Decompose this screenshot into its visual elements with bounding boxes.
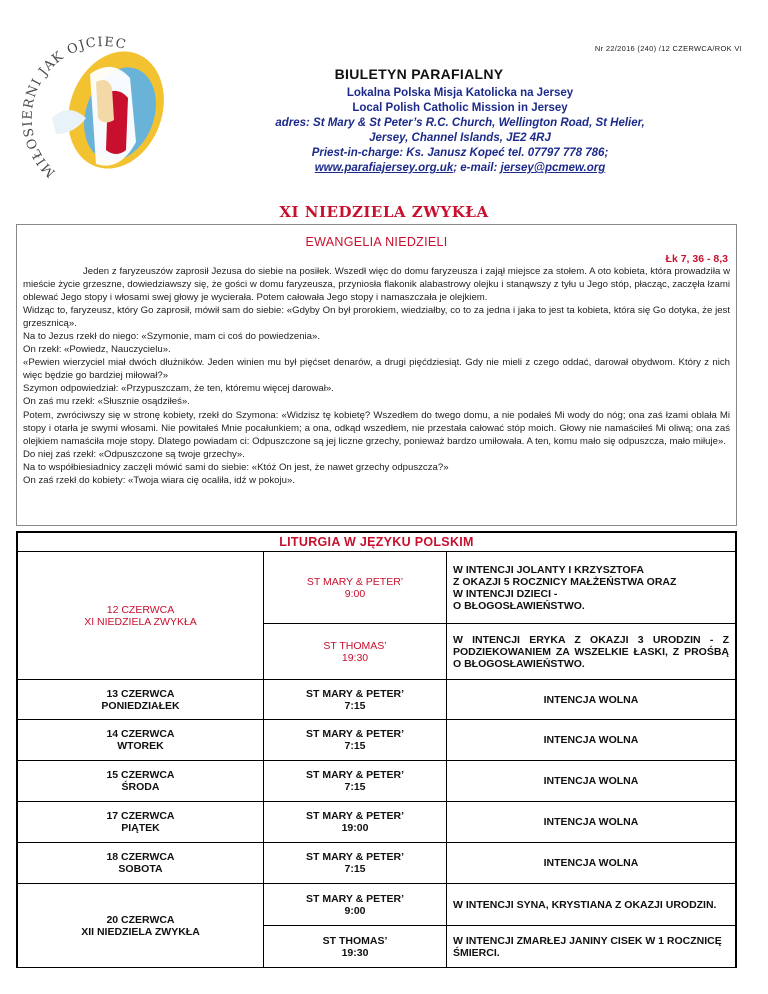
time-label: 7:15 [344, 781, 366, 793]
intention-cell: INTENCJA WOLNA [447, 843, 737, 884]
day-cell [17, 552, 264, 680]
church-label: ST MARY & PETER’ [305, 728, 404, 740]
place-cell [264, 761, 447, 802]
gospel-paragraph: Do niej zaś rzekł: «Odpuszczone są twoje grzechy». [23, 448, 245, 460]
bulletin-title: BIULETYN PARAFIALNY [334, 66, 504, 82]
church-label: ST THOMAS’ [323, 639, 387, 652]
gospel-paragraph: On zaś mu rzekł: «Słusznie osądziłeś». [23, 396, 190, 408]
website-link[interactable]: www.parafiajersey.org.uk [314, 162, 454, 174]
intention-cell: W INTENCJI ERYKA Z OKAZJI 3 URODZIN - Z PODZIEKOWANIEM ZA WSZELKIE ŁASKI, Z PROŚBĄ O BŁOGOSŁAWIEŃSTWO. [447, 624, 737, 680]
mission-pl: Lokalna Polska Misja Katolicka na Jersey [346, 87, 574, 99]
weekday-label: PIĄTEK [121, 822, 160, 834]
place-cell [264, 802, 447, 843]
contact-line [190, 161, 730, 176]
day-cell [17, 884, 264, 968]
place-cell [264, 624, 447, 680]
date-label: 17 CZERWCA [106, 810, 175, 822]
place-cell [264, 552, 447, 624]
time-label: 7:15 [344, 740, 366, 752]
weekday-label: WTOREK [117, 740, 164, 752]
date-label: 13 CZERWCA [106, 687, 175, 700]
liturgy-title: LITURGIA W JĘZYKU POLSKIM [16, 531, 737, 551]
gospel-paragraph: Szymon odpowiedział: «Przypuszczam, że ten, któremu więcej darował». [23, 383, 334, 395]
table-row [17, 802, 736, 843]
mercy-jubilee-logo [16, 22, 186, 192]
gospel-box [16, 224, 737, 526]
weekday-label: ŚRODA [121, 781, 160, 793]
church-label: ST MARY & PETER’ [306, 575, 404, 588]
day-cell [17, 843, 264, 884]
gospel-paragraph: Potem, zwróciwszy się w stronę kobiety, rzekł do Szymona: «Widzisz tę kobietę? Wszedłem do twego domu, a nie podałeś Mi wody do nóg; ona zaś łzami oblała Mi stopy i otarła je swymi włosami. Nie powitałeś Mnie pocałunkiem; a ona, odkąd wszedłem, nie przestała całować stóp moich. Głowy nie namaściłeś Mi oliwą; ona zaś olejkiem namaściła moje stopy. Dlatego powiadam ci: Odpuszczone są jej liczne grzechy, ponieważ bardzo umiłowała. A ten, komu mało się odpuszcza, mało miłuje». [23, 409, 730, 447]
sunday-label: XII NIEDZIELA ZWYKŁA [81, 925, 200, 938]
table-row [17, 552, 736, 624]
time-label: 7:15 [344, 699, 366, 712]
day-cell [17, 802, 264, 843]
intention-cell: INTENCJA WOLNA [447, 680, 737, 720]
intention-cell: INTENCJA WOLNA [447, 802, 737, 843]
address-line-2: Jersey, Channel Islands, JE2 4RJ [369, 132, 551, 144]
table-row [17, 843, 736, 884]
header-info [190, 86, 730, 176]
gospel-paragraph: Jeden z faryzeuszów zaprosił Jezusa do siebie na posiłek. Wszedł więc do domu faryzeusza i zajął miejsce za stołem. A oto kobieta, która prowadziła w mieście życie grzeszne, dowiedziawszy się, że gości w domu faryzeusza, przyniosła flakonik alabastrowy olejku i stanąwszy z tyłu u Jego stóp, płacząc, zaczęła łzami oblewać Jego stopy i włosami swej głowy je wycierała. Potem całowała Jego stopy i namaszczała je olejkiem. [23, 266, 730, 304]
table-row [17, 884, 736, 926]
intention-cell [447, 552, 737, 624]
gospel-paragraph: Na to współbiesiadnicy zaczęli mówić sami do siebie: «Któż On jest, że nawet grzechy odpuszcza?» [23, 461, 449, 473]
intention-line: O BŁOGOSŁAWIEŃSTWO. [453, 599, 585, 612]
svg-text:MIŁOSIERNI JAK OJCIEC: MIŁOSIERNI JAK OJCIEC [20, 34, 129, 180]
gospel-paragraph: On rzekł: «Powiedz, Nauczycielu». [23, 344, 171, 356]
intention-cell: INTENCJA WOLNA [447, 720, 737, 761]
day-cell [17, 761, 264, 802]
place-cell [264, 680, 447, 720]
email-link[interactable]: jersey@pcmew.org [500, 162, 606, 174]
time-label: 19:30 [341, 651, 369, 664]
weekday-label: PONIEDZIAŁEK [101, 699, 180, 712]
priest-line: Priest-in-charge: Ks. Janusz Kopeć tel. 07797 778 786; [311, 147, 609, 159]
issue-number: Nr 22/2016 (240) /12 CZERWCA/ROK VI [594, 44, 742, 53]
intention-cell: W INTENCJI SYNA, KRYSTIANA Z OKAZJI URODZIN. [447, 884, 737, 926]
date-label: 14 CZERWCA [106, 728, 175, 740]
sunday-label: XI NIEDZIELA ZWYKŁA [84, 615, 197, 628]
time-label: 9:00 [344, 587, 366, 600]
intention-cell: INTENCJA WOLNA [447, 761, 737, 802]
time-label: 19:00 [341, 822, 369, 834]
time-label: 9:00 [344, 904, 366, 917]
place-cell [264, 720, 447, 761]
time-label: 7:15 [344, 863, 366, 875]
church-label: ST MARY & PETER’ [305, 810, 404, 822]
intention-cell: W INTENCJI ZMARŁEJ JANINY CISEK W 1 ROCZNICĘ ŚMIERCI. [447, 926, 737, 968]
church-label: ST MARY & PETER’ [305, 892, 404, 905]
intention-line: Z OKAZJI 5 ROCZNICY MAŁŻEŃSTWA ORAZ [453, 575, 677, 588]
intention-line: W INTENCJI JOLANTY I KRZYSZTOFA [453, 563, 644, 576]
gospel-paragraph: Widząc to, faryzeusz, który Go zaprosił, mówił sam do siebie: «Gdyby On był prorokiem, wiedziałby, co to za jedna i jaka to jest ta kobieta, która się Go dotyka, że jest grzesznicą». [23, 305, 730, 330]
intention-line: W INTENCJI DZIECI - [453, 587, 558, 600]
church-label: ST THOMAS’ [322, 934, 388, 947]
church-label: ST MARY & PETER’ [305, 851, 404, 863]
mission-en: Local Polish Catholic Mission in Jersey [352, 102, 568, 114]
date-label: 20 CZERWCA [106, 913, 175, 926]
email-label: ; e-mail: [453, 162, 501, 174]
church-label: ST MARY & PETER’ [305, 769, 404, 781]
time-label: 19:30 [341, 946, 369, 959]
place-cell [264, 884, 447, 926]
weekday-label: SOBOTA [118, 863, 163, 875]
sunday-title: XI NIEDZIELA ZWYKŁA [279, 203, 489, 221]
table-row [17, 680, 736, 720]
gospel-paragraph: «Pewien wierzyciel miał dwóch dłużników. Jeden winien mu był pięćset denarów, a drugi pięćdziesiąt. Gdy nie mieli z czego oddać, darował obydwom. Który z nich więc będzie go bardziej miłował?» [23, 357, 730, 382]
table-row [17, 720, 736, 761]
table-row [17, 761, 736, 802]
date-label: 15 CZERWCA [106, 769, 175, 781]
place-cell [264, 926, 447, 968]
day-cell [17, 720, 264, 761]
gospel-paragraph: Na to Jezus rzekł do niego: «Szymonie, mam ci coś do powiedzenia». [23, 331, 321, 343]
church-label: ST MARY & PETER’ [305, 687, 404, 700]
gospel-paragraph: On zaś rzekł do kobiety: «Twoja wiara cię ocaliła, idź w pokoju». [23, 474, 295, 486]
date-label: 12 CZERWCA [106, 603, 175, 616]
liturgy-table [16, 551, 737, 968]
day-cell [17, 680, 264, 720]
address-line-1: adres: St Mary & St Peter’s R.C. Church, Wellington Road, St Helier, [275, 117, 645, 129]
gospel-reference: Łk 7, 36 - 8,3 [665, 253, 728, 265]
gospel-text [23, 265, 730, 487]
gospel-title: EWANGELIA NIEDZIELI [305, 235, 448, 249]
place-cell [264, 843, 447, 884]
date-label: 18 CZERWCA [106, 851, 175, 863]
